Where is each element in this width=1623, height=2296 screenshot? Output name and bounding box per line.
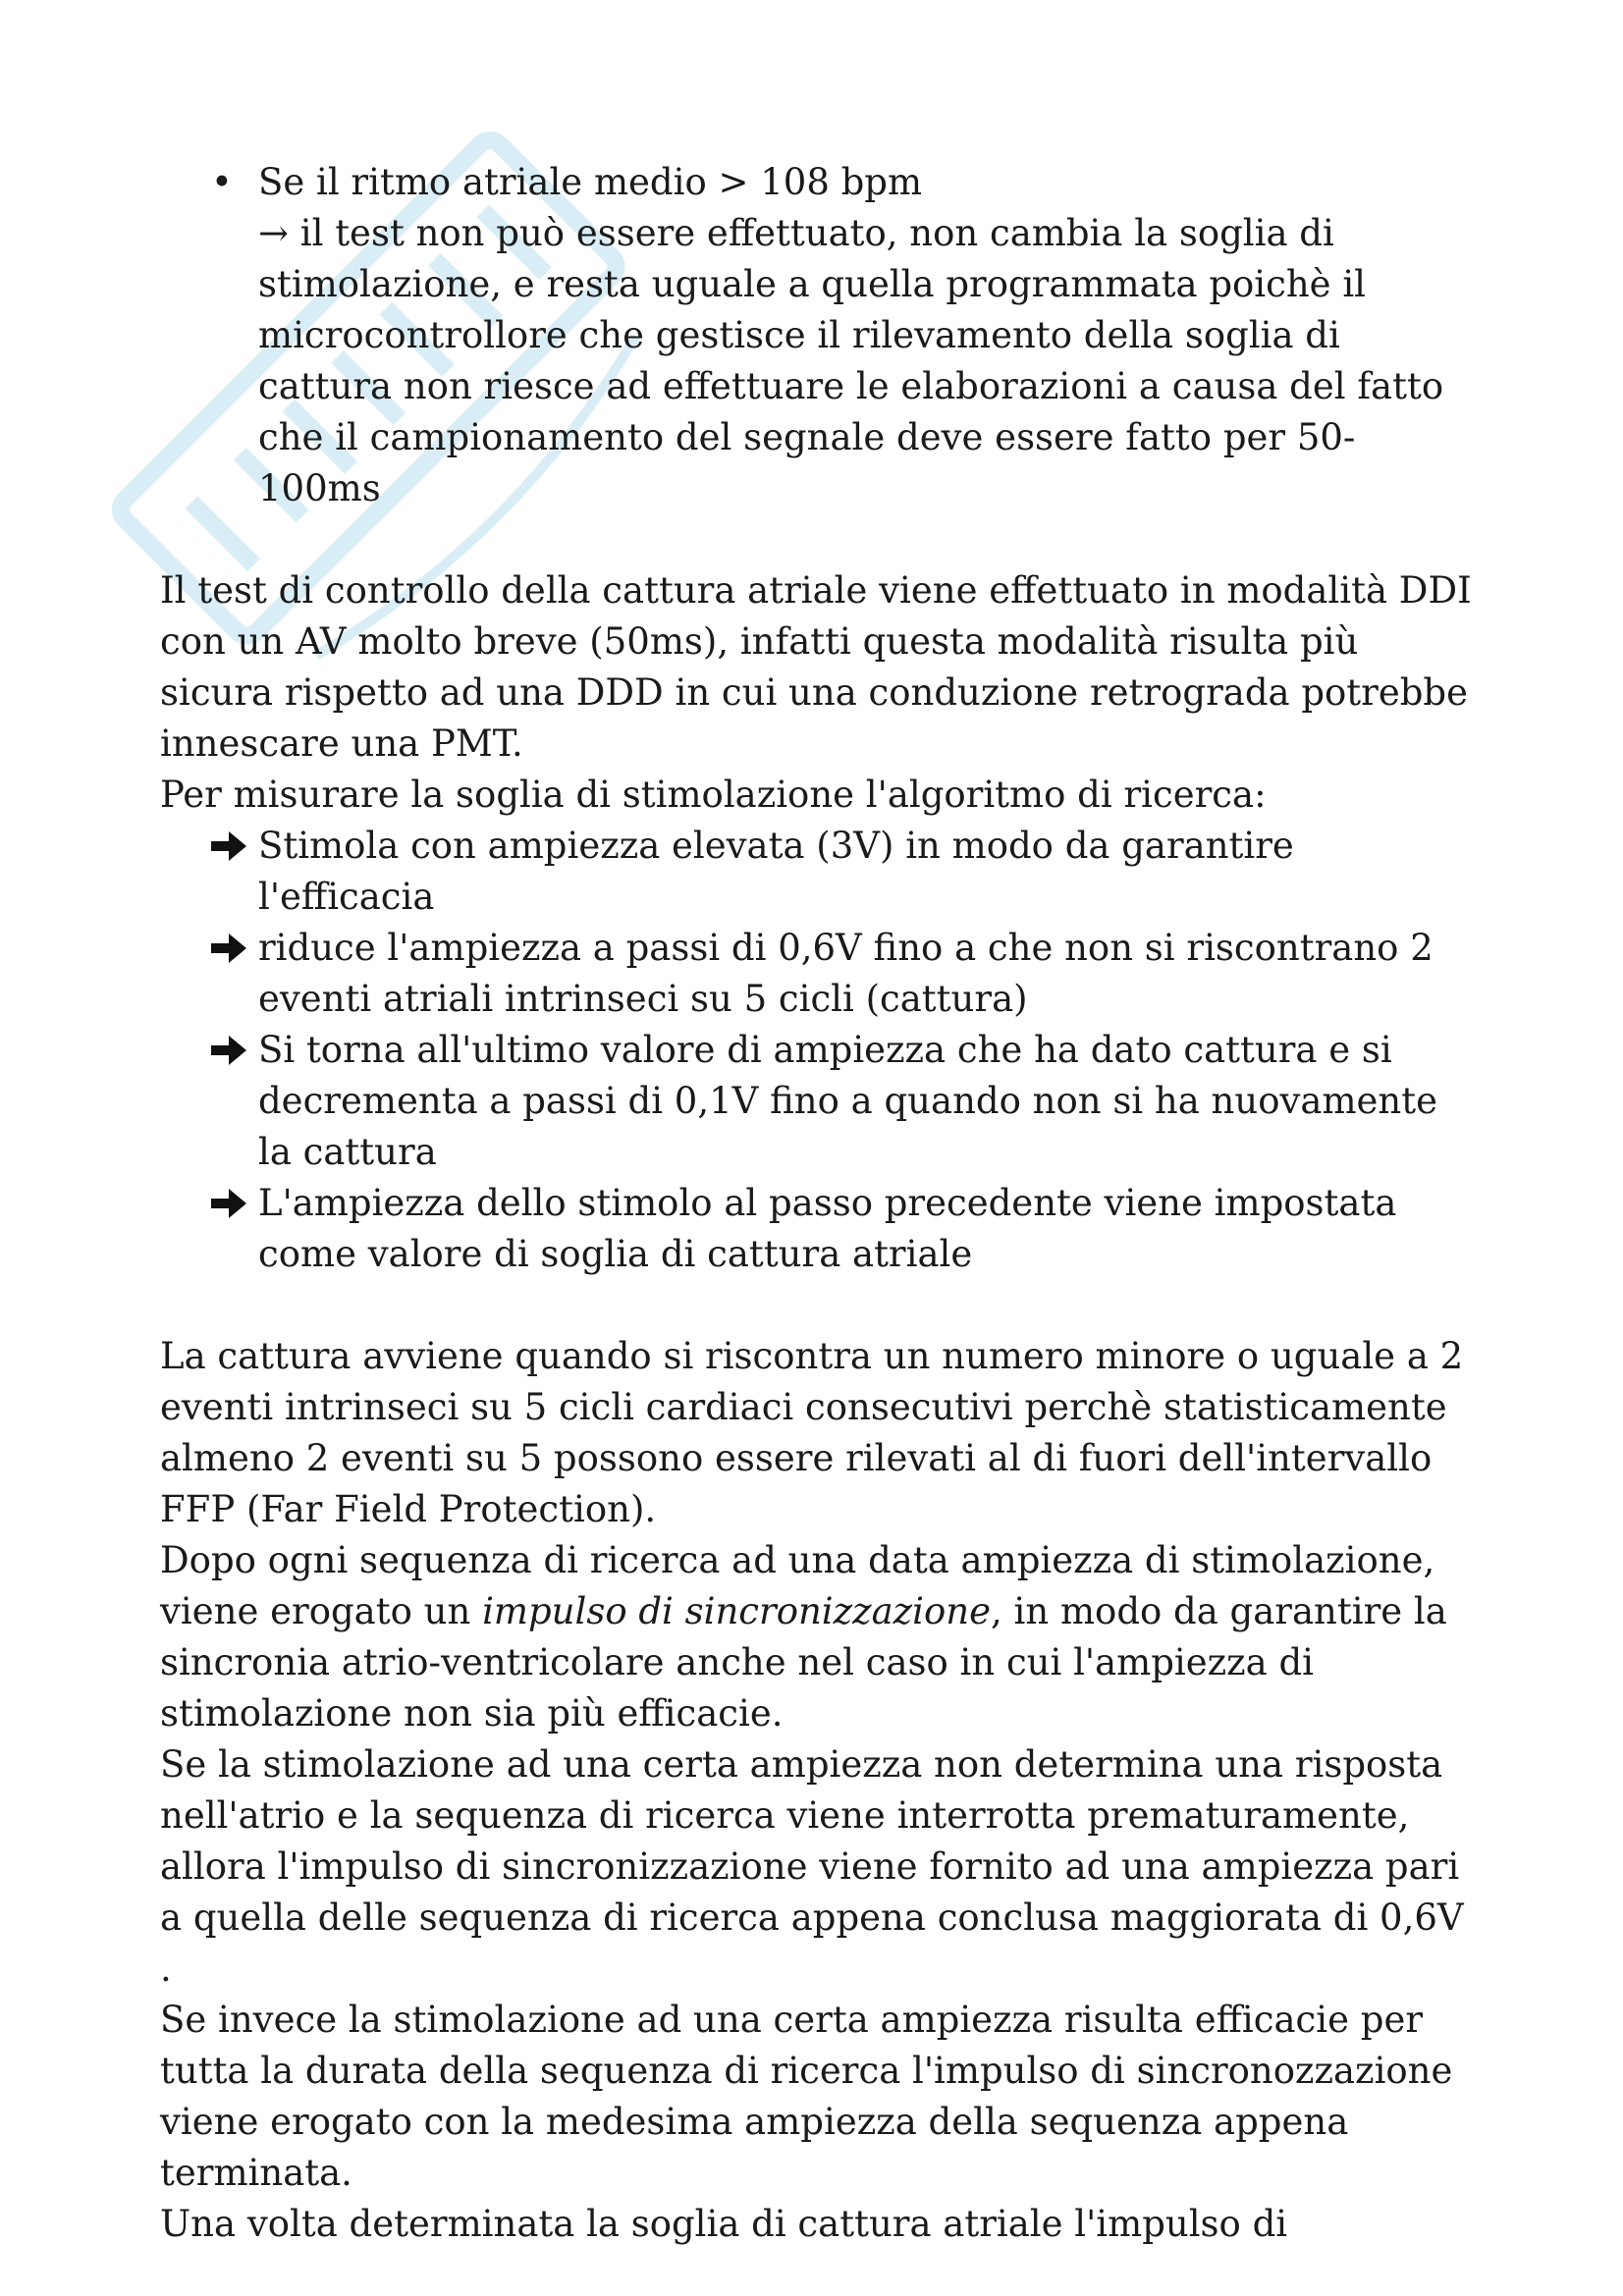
paragraph-ddi-test: Il test di controllo della cattura atriale viene effettuato in modalità DDI con un AV molto breve (50ms), infatti questa modalità risulta più sicura rispetto ad una DDD in cui una conduzione retrograda potrebbe innescare una PMT.: [160, 569, 1472, 765]
paragraph-sync-impulse: [160, 1535, 1476, 1739]
algorithm-steps: [160, 821, 1476, 1280]
spacer: [160, 514, 1476, 565]
spacer: [160, 1280, 1476, 1331]
algorithm-step-text: Si torna all'ultimo valore di ampiezza che ha dato cattura e si decrementa a passi di 0,1V fino a quando non si ha nuovamente la cattura: [258, 1029, 1438, 1173]
paragraph-capture-definition: La cattura avviene quando si riscontra un numero minore o uguale a 2 eventi intrinseci su 5 cicli cardiaci consecutivi perchè statisticamente almeno 2 eventi su 5 possono essere rilevati al di fuori dell'intervallo FFP (Far Field Protection).: [160, 1335, 1464, 1530]
paragraph-effective: Se invece la stimolazione ad una certa ampiezza risulta efficacie per tutta la durata della sequenza di ricerca l'impulso di sincronozzazione viene erogato con la medesima ampiezza della sequenza appena terminata.: [160, 1999, 1453, 2194]
algorithm-step: [160, 923, 1476, 1025]
algorithm-step: [160, 1178, 1476, 1280]
arrow-right-icon: [207, 1186, 250, 1221]
sync-impulse-term: impulso di sincronizzazione: [482, 1590, 992, 1632]
bullet-text: → il test non può essere effettuato, non cambia la soglia di stimolazione, e resta uguale a quella programmata poichè il microcontrollore che gestisce il rilevamento della soglia di cattura non riesce ad effettuare le elaborazioni a causa del fatto che il campionamento del segnale deve essere fatto per 50-100ms: [258, 212, 1444, 509]
sync-text-before: Dopo ogni sequenza di ricerca ad una data ampiezza di stimolazione, viene erogato un: [160, 1539, 1435, 1632]
bullet-item: [160, 157, 1476, 514]
document-page: [160, 157, 1476, 2250]
algorithm-step: [160, 1025, 1476, 1178]
algorithm-step-text: Stimola con ampiezza elevata (3V) in modo da garantire l'efficacia: [258, 825, 1294, 918]
paragraph-threshold-determined: Una volta determinata la soglia di cattura atriale l'impulso di: [160, 2203, 1288, 2245]
paragraph-algorithm-intro: Per misurare la soglia di stimolazione l'algoritmo di ricerca:: [160, 774, 1267, 816]
arrow-right-icon: [207, 931, 250, 966]
paragraph-no-response: Se la stimolazione ad una certa ampiezza non determina una risposta nell'atrio e la sequenza di ricerca viene interrotta prematuramente, allora l'impulso di sincronizzazione viene fornito ad una ampiezza pari a quella delle sequenza di ricerca appena conclusa maggiorata di 0,6V .: [160, 1743, 1464, 1990]
algorithm-step-text: L'ampiezza dello stimolo al passo precedente viene impostata come valore di soglia di cattura atriale: [258, 1182, 1397, 1275]
bullet-dot: •: [211, 161, 233, 203]
algorithm-step: [160, 821, 1476, 923]
arrow-right-icon: [207, 1033, 250, 1068]
bullet-first-line: Se il ritmo atriale medio > 108 bpm: [258, 161, 923, 203]
sync-text-after: , in modo da garantire la sincronia atrio-ventricolare anche nel caso in cui l'ampiezza di stimolazione non sia più efficacie.: [160, 1590, 1447, 1735]
algorithm-step-text: riduce l'ampiezza a passi di 0,6V fino a che non si riscontrano 2 eventi atriali intrinseci su 5 cicli (cattura): [258, 927, 1434, 1020]
arrow-right-icon: [207, 828, 250, 864]
